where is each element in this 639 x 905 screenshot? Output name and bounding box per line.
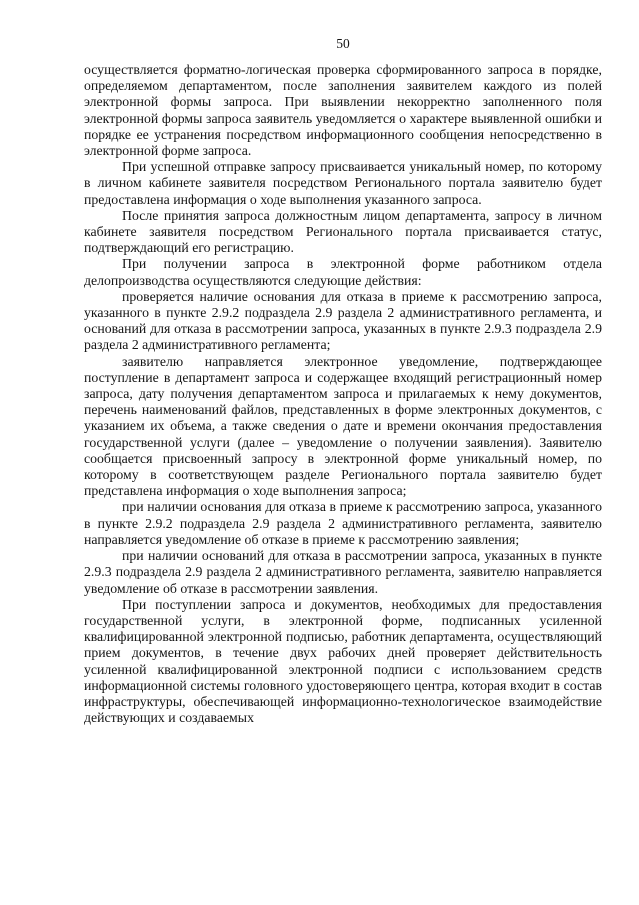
paragraph-1: осуществляется форматно-логическая проверка сформированного запроса в порядке, определяемом департаментом, после заполнения заявителем каждого из полей электронной формы запроса. При выявлении некорректно заполненного поля электронной формы запроса заявитель уведомляется о характере выявленной ошибки и порядке ее устранения посредством информационного сообщения непосредственно в электронной форме запроса. [84,62,602,159]
paragraph-4: При получении запроса в электронной форме работником отдела делопроизводства осуществляются следующие действия: [84,256,602,288]
paragraph-2: При успешной отправке запросу присваивается уникальный номер, по которому в личном кабинете заявителя посредством Регионального портала заявителю будет предоставлена информация о ходе выполнения указанного запроса. [84,159,602,207]
document-body [84,62,602,726]
paragraph-9: При поступлении запроса и документов, необходимых для предоставления государственной услуги, в электронной форме, подписанных усиленной квалифицированной электронной подписью, работник департамента, осуществляющий прием документов, в течение двух рабочих дней проверяет действительность усиленной квалифицированной электронной подписи с использованием средств информационной системы головного удостоверяющего центра, которая входит в состав инфраструктуры, обеспечивающей информационно-технологическое взаимодействие действующих и создаваемых [84,596,602,726]
paragraph-3: После принятия запроса должностным лицом департамента, запросу в личном кабинете заявителя посредством Регионального портала присваивается статус, подтверждающий его регистрацию. [84,207,602,256]
paragraph-5: проверяется наличие основания для отказа в приеме к рассмотрению запроса, указанного в пункте 2.9.2 подраздела 2.9 раздела 2 административного регламента, и оснований для отказа в рассмотрении запроса, указанных в пункте 2.9.3 подраздела 2.9 раздела 2 административного регламента; [84,288,602,353]
paragraph-6: заявителю направляется электронное уведомление, подтверждающее поступление в департамент запроса и содержащее входящий регистрационный номер запроса, дату получения департаментом запроса и прилагаемых к нему документов, перечень наименований файлов, представленных в форме электронных документов, с указанием их объема, а также сведения о дате и времени окончания предоставления государственной услуги (далее – уведомление о получении заявления). Заявителю сообщается присвоенный запросу в электронной форме уникальный номер, по которому в соответствующем разделе Регионального портала заявителю будет представлена информация о ходе выполнения запроса; [84,353,602,499]
paragraph-8: при наличии оснований для отказа в рассмотрении запроса, указанных в пункте 2.9.3 подраздела 2.9 раздела 2 административного регламента, заявителю направляется уведомление об отказе в рассмотрении заявления. [84,548,602,596]
page-number: 50 [336,36,350,51]
paragraph-7: при наличии основания для отказа в приеме к рассмотрению запроса, указанного в пункте 2.9.2 подраздела 2.9 раздела 2 административного регламента, заявителю направляется уведомление об отказе в приеме к рассмотрению заявления; [84,499,602,547]
